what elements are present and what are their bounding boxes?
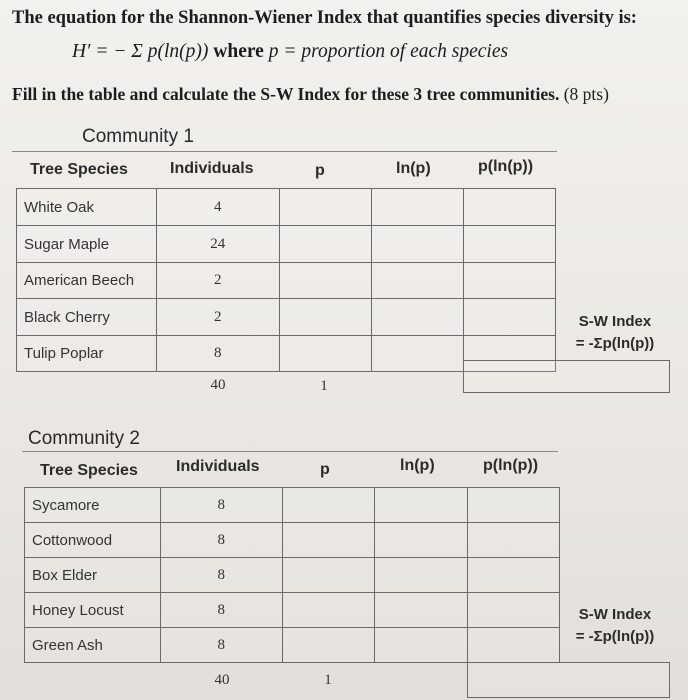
points-label: (8 pts) [563,84,609,104]
plnp-cell[interactable] [464,263,556,299]
lnp-cell[interactable] [375,593,468,628]
p-cell[interactable] [282,628,375,663]
individuals-value: 2 [156,299,279,336]
species-name: Sycamore [25,488,161,523]
c2-header-species: Tree Species [40,462,138,479]
equation-definition: p = proportion of each species [268,41,509,62]
p-cell[interactable] [282,488,375,523]
species-name: Box Elder [25,558,161,593]
c1-sw-index-box[interactable] [463,360,670,393]
table-row [25,558,560,593]
species-name: Cottonwood [25,523,161,558]
c1-header-species: Tree Species [30,161,128,178]
c2-total-individuals: 40 [214,672,230,688]
p-cell[interactable] [279,336,372,372]
p-cell[interactable] [279,299,372,336]
individuals-value: 4 [156,189,279,226]
species-name: American Beech [17,263,157,299]
individuals-value: 8 [160,558,282,593]
c2-sw-index-box[interactable] [467,662,670,698]
plnp-cell[interactable] [464,226,556,263]
sw-index-title: S-W Index [578,606,652,623]
equation-where: where [213,41,264,62]
c1-header-individuals: Individuals [170,160,254,177]
p-cell[interactable] [279,263,372,299]
c1-sw-index-label [561,311,669,355]
c2-header-plnp: p(ln(p)) [483,457,539,474]
lnp-cell[interactable] [372,226,464,263]
community-2-rule [22,451,558,452]
lnp-cell[interactable] [372,299,464,336]
table-row [25,488,560,523]
question-line: The equation for the Shannon-Wiener Index that quantifies species diversity is: [12,8,637,28]
table-row [25,523,560,558]
c1-header-plnp: p(ln(p)) [478,158,534,175]
individuals-value: 8 [160,488,282,523]
c1-total-p: 1 [320,378,328,394]
equation [72,41,508,63]
community-2-table [24,487,560,663]
equation-formula: H′ = − Σ p(ln(p)) [72,41,209,62]
plnp-cell[interactable] [468,593,560,628]
c1-header-p: p [315,162,325,179]
individuals-value: 24 [156,226,279,263]
lnp-cell[interactable] [375,488,468,523]
plnp-cell[interactable] [468,628,560,663]
lnp-cell[interactable] [375,628,468,663]
species-name: Tulip Poplar [17,336,157,372]
individuals-value: 8 [160,628,282,663]
community-2-title: Community 2 [28,428,140,449]
p-cell[interactable] [279,226,372,263]
species-name: Sugar Maple [17,226,157,263]
plnp-cell[interactable] [464,299,556,336]
community-1-title: Community 1 [82,126,194,147]
species-name: Honey Locust [25,593,161,628]
p-cell[interactable] [282,593,375,628]
plnp-cell[interactable] [468,558,560,593]
c1-plnp-left-line [463,188,464,360]
sw-index-title: S-W Index [578,313,652,330]
c2-header-individuals: Individuals [176,458,260,475]
individuals-value: 2 [156,263,279,299]
plnp-cell[interactable] [468,523,560,558]
sw-index-formula: = -Σp(ln(p)) [575,335,655,352]
c2-plnp-left-line [467,487,468,662]
table-row [17,299,556,336]
individuals-value: 8 [160,523,282,558]
individuals-value: 8 [160,593,282,628]
community-1-rule [12,151,557,152]
c2-header-p: p [320,461,330,478]
c2-total-p: 1 [324,672,332,688]
c2-header-lnp: ln(p) [400,457,435,474]
p-cell[interactable] [282,523,375,558]
lnp-cell[interactable] [375,558,468,593]
species-name: White Oak [17,189,157,226]
plnp-cell[interactable] [464,189,556,226]
table-row [25,593,560,628]
c1-total-individuals: 40 [210,377,226,393]
sw-index-formula: = -Σp(ln(p)) [575,628,655,645]
community-1-table [16,188,556,372]
table-row [17,226,556,263]
table-row [17,189,556,226]
c1-header-lnp: ln(p) [396,160,431,177]
instruction-text: Fill in the table and calculate the S-W Index for these 3 tree communities. [12,84,560,104]
table-row [25,628,560,663]
table-row [17,263,556,299]
lnp-cell[interactable] [372,189,464,226]
individuals-value: 8 [156,336,279,372]
lnp-cell[interactable] [375,523,468,558]
plnp-cell[interactable] [468,488,560,523]
species-name: Black Cherry [17,299,157,336]
lnp-cell[interactable] [372,263,464,299]
species-name: Green Ash [25,628,161,663]
lnp-cell[interactable] [372,336,464,372]
p-cell[interactable] [282,558,375,593]
c2-sw-index-label [561,604,669,648]
p-cell[interactable] [279,189,372,226]
instruction [12,84,609,105]
